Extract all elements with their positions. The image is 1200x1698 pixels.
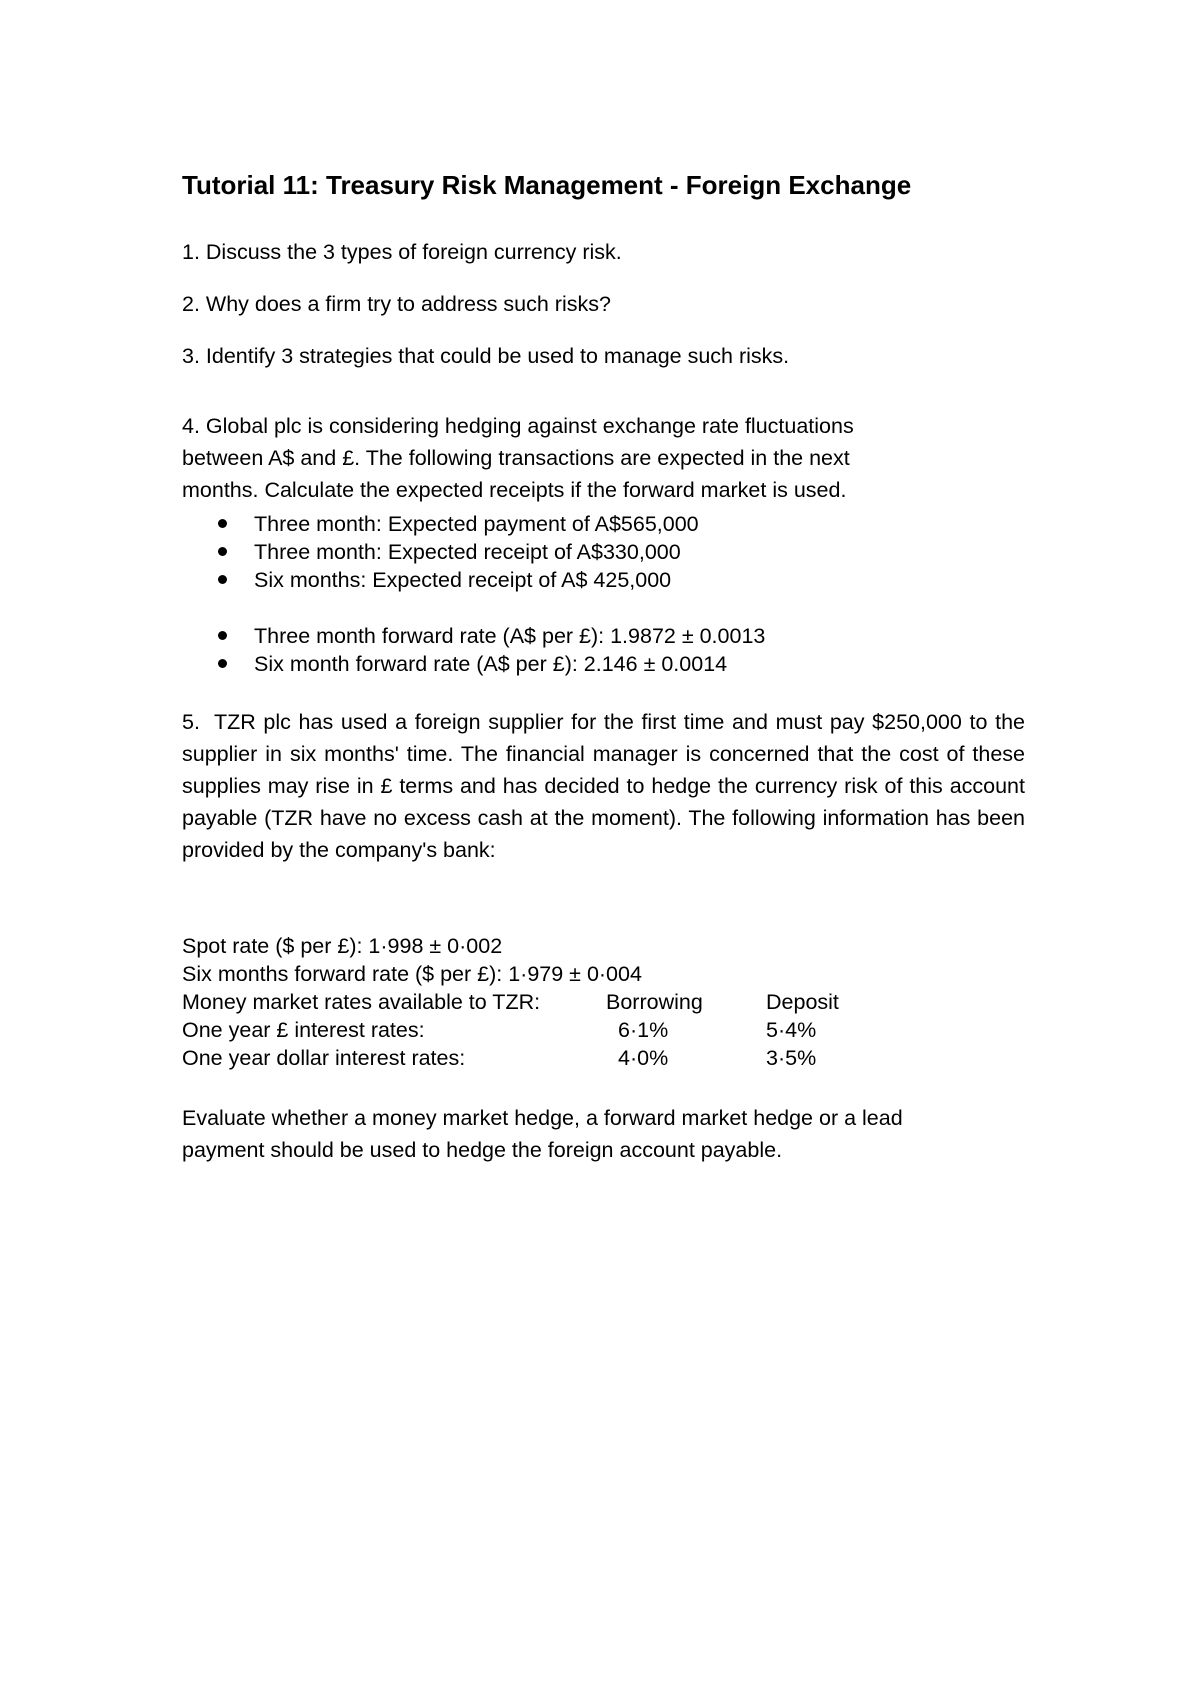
question-5: [182, 706, 1025, 866]
bullet-icon: [218, 575, 227, 584]
question-2: 2. Why does a firm try to address such risks?: [182, 292, 611, 316]
bullet-icon: [218, 547, 227, 556]
bullet-icon: [218, 631, 227, 640]
question-4-line: between A$ and £. The following transactions are expected in the next: [182, 446, 850, 470]
rate-label: One year £ interest rates:: [182, 1018, 425, 1042]
document-title: Tutorial 11: Treasury Risk Management - Foreign Exchange: [182, 170, 912, 200]
money-market-label: Money market rates available to TZR:: [182, 990, 541, 1014]
rate-label: One year dollar interest rates:: [182, 1046, 466, 1070]
transactions-list: [182, 510, 699, 594]
deposit-rate: 3·5%: [766, 1046, 817, 1070]
borrowing-rate: 4·0%: [618, 1046, 669, 1070]
evaluate-line: payment should be used to hedge the foreign account payable.: [182, 1138, 783, 1162]
list-item: [182, 566, 699, 594]
transaction-text: Three month: Expected payment of A$565,000: [254, 512, 699, 536]
list-item: [182, 538, 699, 566]
question-5-number: 5.: [182, 710, 200, 734]
transaction-text: Six months: Expected receipt of A$ 425,000: [254, 568, 672, 592]
question-1: 1. Discuss the 3 types of foreign currency risk.: [182, 240, 622, 264]
evaluate-line: Evaluate whether a money market hedge, a forward market hedge or a lead: [182, 1106, 903, 1130]
forward-rate-text: Six month forward rate (A$ per £): 2.146 ± 0.0014: [254, 652, 728, 676]
list-item: [182, 622, 765, 650]
bullet-icon: [218, 519, 227, 528]
question-3: 3. Identify 3 strategies that could be used to manage such risks.: [182, 344, 790, 368]
transaction-text: Three month: Expected receipt of A$330,000: [254, 540, 681, 564]
list-item: [182, 650, 765, 678]
borrowing-rate: 6·1%: [618, 1018, 669, 1042]
question-4-line: months. Calculate the expected receipts if the forward market is used.: [182, 478, 847, 502]
spot-rate: Spot rate ($ per £): 1·998 ± 0·002: [182, 934, 503, 958]
question-4-line: 4. Global plc is considering hedging against exchange rate fluctuations: [182, 414, 854, 438]
six-month-forward-rate: Six months forward rate ($ per £): 1·979 ± 0·004: [182, 962, 642, 986]
deposit-header: Deposit: [766, 990, 839, 1014]
forward-rate-text: Three month forward rate (A$ per £): 1.9872 ± 0.0013: [254, 624, 766, 648]
bullet-icon: [218, 659, 227, 668]
question-5-text: TZR plc has used a foreign supplier for the first time and must pay $250,000 to the supplier in six months' time. The financial manager is concerned that the cost of these supplies may rise in £ terms and has decided to hedge the currency risk of this account payable (TZR have no excess cash at the moment). The following information has been provided by the company's bank:: [182, 710, 1025, 862]
list-item: [182, 510, 699, 538]
question-4: [182, 410, 854, 506]
borrowing-header: Borrowing: [606, 990, 703, 1014]
forward-rates-list: [182, 622, 765, 678]
deposit-rate: 5·4%: [766, 1018, 817, 1042]
evaluate-instruction: [182, 1102, 903, 1166]
